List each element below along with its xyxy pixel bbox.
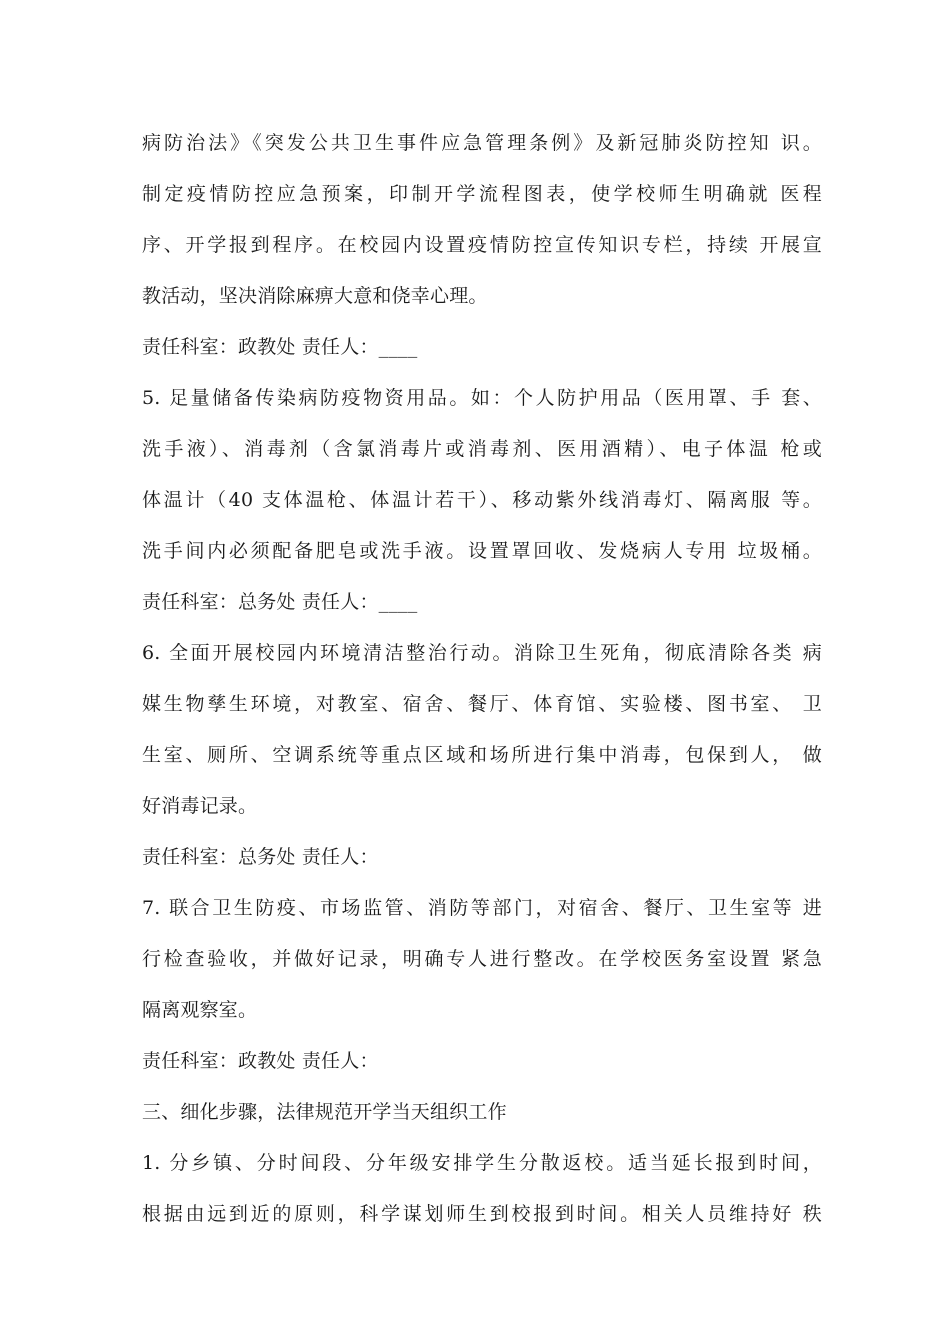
text-line: 6. 全面开展校园内环境清洁整治行动。消除卫生死角，彻底清除各类 病	[142, 642, 822, 664]
text-line: 洗手液）、消毒剂（含氯消毒片或消毒剂、医用酒精）、电子体温 枪或	[142, 438, 822, 460]
text-line: 序、开学报到程序。在校园内设置疫情防控宣传知识专栏，持续 开展宣	[142, 234, 822, 256]
document-body	[142, 118, 822, 1240]
responsibility-line: 责任科室：总务处 责任人：____	[142, 591, 418, 613]
section-heading: 三、细化步骤，法律规范开学当天组织工作	[142, 1101, 507, 1123]
responsibility-line: 责任科室：政教处 责任人：____	[142, 336, 418, 358]
text-line: 体温计（40 支体温枪、体温计若干）、移动紫外线消毒灯、隔离服 等。	[142, 489, 822, 511]
text-line: 7. 联合卫生防疫、市场监管、消防等部门，对宿舍、餐厅、卫生室等 进	[142, 897, 822, 919]
text-line: 1. 分乡镇、分时间段、分年级安排学生分散返校。适当延长报到时间，	[142, 1152, 822, 1174]
text-line: 媒生物孳生环境，对教室、宿舍、餐厅、体育馆、实验楼、图书室、 卫	[142, 693, 822, 715]
text-line: 隔离观察室。	[142, 999, 258, 1021]
responsibility-line: 责任科室：总务处 责任人：	[142, 846, 379, 868]
text-line: 病防治法》《突发公共卫生事件应急管理条例》及新冠肺炎防控知 识。	[142, 132, 822, 154]
text-line: 行检查验收，并做好记录，明确专人进行整改。在学校医务室设置 紧急	[142, 948, 822, 970]
text-line: 5. 足量储备传染病防疫物资用品。如：个人防护用品（医用罩、手 套、	[142, 387, 822, 409]
text-line: 教活动，坚决消除麻痹大意和侥幸心理。	[142, 285, 488, 307]
text-line: 洗手间内必须配备肥皂或洗手液。设置罩回收、发烧病人专用 垃圾桶。	[142, 540, 822, 562]
responsibility-line: 责任科室：政教处 责任人：	[142, 1050, 379, 1072]
text-line: 根据由远到近的原则，科学谋划师生到校报到时间。相关人员维持好 秩	[142, 1203, 822, 1225]
text-line: 好消毒记录。	[142, 795, 258, 817]
text-line: 生室、厕所、空调系统等重点区域和场所进行集中消毒，包保到人， 做	[142, 744, 822, 766]
text-line: 制定疫情防控应急预案，印制开学流程图表，使学校师生明确就 医程	[142, 183, 822, 205]
